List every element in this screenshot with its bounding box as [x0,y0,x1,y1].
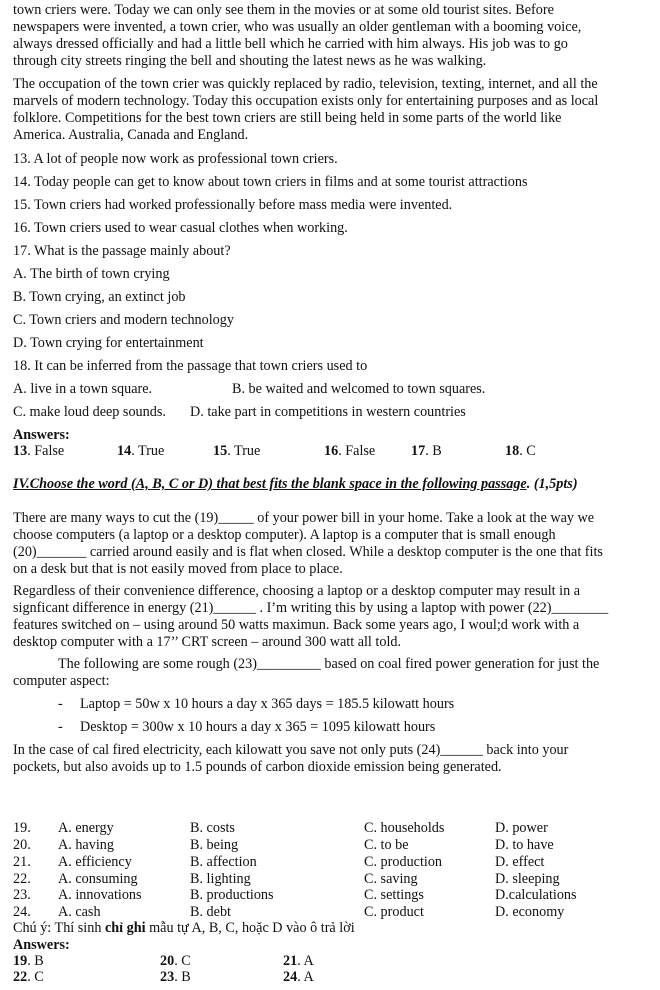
answer-number: 16 [324,443,339,459]
option-number: 22. [13,871,31,887]
text-line: folklore. Competitions for the best town criers are still being held in some parts of the world like [13,110,562,126]
text-line: pockets, but also avoids up to 1.5 pounds of carbon dioxide emission being generated. [13,759,502,775]
answer-20 [160,953,191,970]
bullet-marker: - [58,696,63,712]
text-line: always dressed officially and had a little bell which he carried with him always. His job was to go [13,36,568,52]
answer-number: 24 [283,969,298,985]
question-15: 15. Town criers had worked professionally before mass media were invented. [13,197,453,213]
answer-23 [160,969,191,986]
answer-22 [13,969,44,986]
text-line: desktop computer with a 17’’ CRT screen – around 300 watt all told. [13,634,402,650]
answer-number: 18 [505,443,520,459]
text-line: The occupation of the town crier was quickly replaced by radio, television, texting, internet, and all the [13,76,598,92]
bullet-marker: - [58,719,63,735]
answer-14 [117,443,164,460]
section-heading-points: . (1,5pts) [526,476,578,492]
option-c: C. households [364,820,445,836]
answer-number: 17 [411,443,426,459]
bullet-desktop: Desktop = 300w x 10 hours a day x 365 = 1095 kilowatt hours [80,719,436,735]
answer-number: 14 [117,443,132,459]
option-18c: C. make loud deep sounds. [13,404,166,420]
bullet-laptop: Laptop = 50w x 10 hours a day x 365 days = 185.5 kilowatt hours [80,696,455,712]
answer-17 [411,443,442,460]
option-17d: D. Town crying for entertainment [13,335,204,351]
text-line: signficant difference in energy (21)______ . I’m writing this by using a laptop with power (22)________ [13,600,609,616]
answer-value: . C [174,953,191,969]
answer-21 [283,953,314,970]
option-18d: D. take part in competitions in western countries [190,404,466,420]
answer-16 [324,443,375,460]
answer-value: . B [27,953,44,969]
answer-15 [213,443,260,460]
text-line: through city streets ringing the bell and shouting the latest news as he was walking. [13,53,487,69]
option-17c: C. Town criers and modern technology [13,312,234,328]
option-a: A. innovations [58,887,142,903]
option-c: C. product [364,904,424,920]
option-c: C. saving [364,871,418,887]
answer-value: . C [519,443,536,459]
text-line: There are many ways to cut the (19)_____ of your power bill in your home. Take a look at the way we [13,510,595,526]
option-d: D. power [495,820,548,836]
answer-number: 23 [160,969,175,985]
answer-value: . C [27,969,44,985]
option-c: C. production [364,854,443,870]
option-number: 20. [13,837,31,853]
option-b: B. productions [190,887,274,903]
answer-value: . True [227,443,261,459]
question-14: 14. Today people can get to know about town criers in films and at some tourist attractions [13,174,528,190]
note-emphasis: chỉ ghi [104,920,146,936]
text-line: town criers were. Today we can only see them in the movies or at some old tourist sites. Before [13,2,554,18]
option-b: B. being [190,837,239,853]
option-d: D. to have [495,837,554,853]
text-line: choose computers (a laptop or a desktop computer). A laptop is a computer that is small enough [13,527,556,543]
option-d: D. economy [495,904,565,920]
answer-24 [283,969,314,986]
answer-number: 21 [283,953,298,969]
answer-18 [505,443,536,460]
answer-value: . B [174,969,191,985]
answers-label: Answers: [13,937,70,953]
option-c: C. settings [364,887,424,903]
answers-label: Answers: [13,427,70,443]
note-prefix: Chú ý: Thí sinh [13,920,105,936]
option-number: 21. [13,854,31,870]
option-number: 19. [13,820,31,836]
option-d: D. sleeping [495,871,560,887]
option-17a: A. The birth of town crying [13,266,170,282]
option-18a: A. live in a town square. [13,381,153,397]
text-line: The following are some rough (23)_________ based on coal fired power generation for just the [58,656,600,672]
section-heading-text: IV.Choose the word (A, B, C or D) that best fits the blank space in the following passage [13,476,527,492]
note-suffix: mẫu tự A, B, C, hoặc D vào ô trả lời [145,920,355,936]
option-d: D.calculations [495,887,577,903]
option-b: B. affection [190,854,257,870]
text-line: Regardless of their convenience difference, choosing a laptop or a desktop computer may result in a [13,583,581,599]
question-16: 16. Town criers used to wear casual clothes when working. [13,220,348,236]
question-17: 17. What is the passage mainly about? [13,243,231,259]
option-18b: B. be waited and welcomed to town squares. [232,381,486,397]
answer-value: . True [131,443,165,459]
text-line: In the case of cal fired electricity, each kilowatt you save not only puts (24)______ back into your [13,742,569,758]
option-17b: B. Town crying, an extinct job [13,289,186,305]
answer-number: 13 [13,443,28,459]
option-a: A. having [58,837,114,853]
text-line: newspapers were invented, a town crier, who was usually an older gentleman with a booming voice, [13,19,582,35]
answer-value: . A [297,969,314,985]
question-13: 13. A lot of people now work as professional town criers. [13,151,338,167]
option-b: B. costs [190,820,235,836]
section-heading [13,476,578,493]
answer-19 [13,953,44,970]
option-d: D. effect [495,854,545,870]
answer-number: 19 [13,953,28,969]
text-line: on a desk but that is not easily moved from place to place. [13,561,343,577]
option-c: C. to be [364,837,409,853]
text-line: (20)_______ carried around easily and is flat when closed. While a desktop computer is the one that fits [13,544,603,560]
text-line: computer aspect: [13,673,110,689]
answer-13 [13,443,64,460]
instruction-note [13,920,355,937]
answer-value: . False [338,443,376,459]
answer-value: . False [27,443,65,459]
option-b: B. debt [190,904,231,920]
question-18: 18. It can be inferred from the passage that town criers used to [13,358,368,374]
option-a: A. consuming [58,871,138,887]
answer-number: 20 [160,953,175,969]
option-a: A. efficiency [58,854,132,870]
text-line: features switched on – using around 50 watts maximun. Back some years ago, I woul;d work with a [13,617,580,633]
text-line: America. Australia, Canada and England. [13,127,249,143]
answer-value: . A [297,953,314,969]
answer-value: . B [425,443,442,459]
text-line: marvels of modern technology. Today this occupation exists only for entertaining purposes and as local [13,93,599,109]
option-b: B. lighting [190,871,251,887]
answer-number: 22 [13,969,28,985]
option-number: 24. [13,904,31,920]
option-a: A. cash [58,904,101,920]
option-number: 23. [13,887,31,903]
answer-number: 15 [213,443,228,459]
option-a: A. energy [58,820,114,836]
